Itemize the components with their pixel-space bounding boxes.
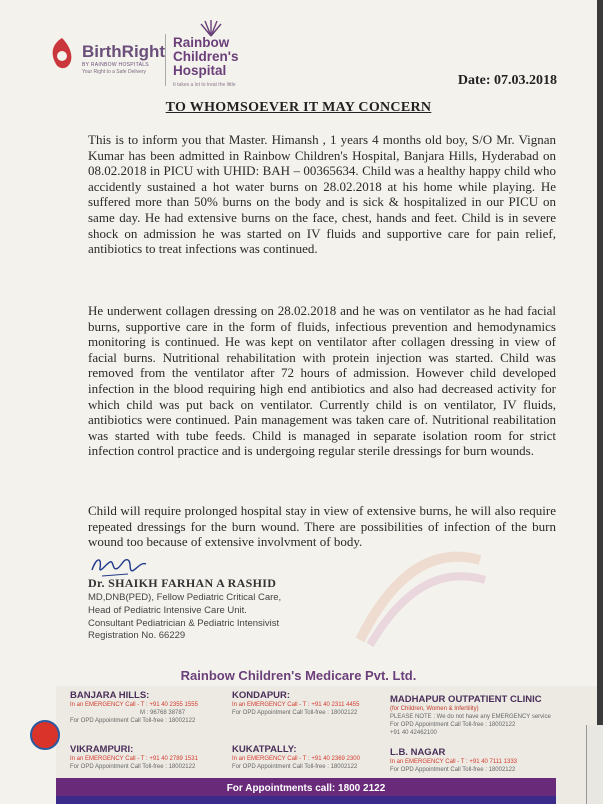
doctor-registration: Registration No. 66229 — [88, 630, 186, 641]
page-edge-shadow — [597, 0, 603, 804]
birthright-name: BirthRight — [82, 42, 166, 61]
birthright-logo — [38, 26, 166, 90]
doctor-credential: Head of Pediatric Intensive Care Unit. — [88, 605, 247, 616]
branch-emergency: In an EMERGENCY Call - T : +91 40 2789 1531 — [70, 756, 198, 762]
seal-icon — [30, 720, 60, 750]
page-edge-underlay — [586, 725, 603, 804]
branch-title: KUKATPALLY: — [232, 744, 297, 755]
branch-phone: +91 40 42462100 — [390, 730, 437, 736]
paragraph-prognosis: Child will require prolonged hospital stay in view of extensive burns, he will also require repeated dressings for the burn wound. There are possibilities of infection of the burn wound too because of extensive involvment of body. — [88, 503, 556, 550]
doctor-credential: Consultant Pediatrician & Pediatric Intensivist — [88, 618, 280, 629]
branch-lb-nagar — [390, 747, 517, 774]
appointments-text: For Appointments call: 1800 2122 — [226, 783, 386, 794]
branch-mobile: M : 96768 38787 — [140, 710, 186, 716]
branch-title: L.B. NAGAR — [390, 747, 446, 758]
letter-heading: TO WHOMSOEVER IT MAY CONCERN — [165, 100, 432, 115]
branch-kondapur — [232, 690, 359, 717]
rainbow-name-line1: Rainbow — [173, 35, 230, 50]
birthright-mark-icon — [48, 36, 76, 72]
branch-title: MADHAPUR OUTPATIENT CLINIC — [390, 694, 542, 705]
branch-title: BANJARA HILLS: — [70, 690, 150, 701]
birthright-sub: BY RAINBOW HOSPITALS — [82, 62, 149, 68]
branch-madhapur — [390, 694, 551, 737]
branch-opd: For OPD Appointment Call Toll-free : 18002122 — [70, 764, 196, 770]
branch-emergency: In an EMERGENCY Call - T : +91 40 2311 4455 — [232, 702, 360, 708]
birthright-tag: Your Right to a Safe Delivery — [82, 69, 147, 75]
rainbow-hospital-name — [173, 36, 263, 78]
doctor-credential: MD,DNB(PED), Fellow Pediatric Critical Care, — [88, 592, 282, 603]
appointments-bar — [56, 778, 556, 796]
footer-bottom-strip — [56, 796, 556, 804]
branch-title: KONDAPUR: — [232, 690, 291, 701]
doctor-name: Dr. SHAIKH FARHAN A RASHID — [88, 576, 277, 590]
rainbow-tagline: It takes a lot to treat the little — [173, 82, 236, 88]
branch-opd: For OPD Appointment Call Toll-free : 18002122 — [232, 764, 358, 770]
company-name: Rainbow Children's Medicare Pvt. Ltd. — [180, 668, 417, 683]
branch-emergency: In an EMERGENCY Call - T : +91 40 2355 1555 — [70, 702, 198, 708]
paragraph-treatment: He underwent collagen dressing on 28.02.2018 and he was on ventilator as he had facial burns, supportive care in the form of fluids, infectious prevention and hemodynamics monitoring is continued. He was kept on ventilator after collagen dressing in view of facial burns. Nutritional rehabilitation with protein injection was started. Child was removed from the ventilator after 72 hours of admission. However child developed infection in the blood requiring high end antibiotics and also had decreased activity for which child was put back on ventilator. Currently child is on ventilator, IV fluids, antibiotics were continued. Pain management was taken care of. Nutritional reabilitation was started with tube feeds. Child is managed in separate isolation room for strict infection control practice and is undergoing regular sterile dressings for burn wounds. — [88, 303, 556, 459]
logo-divider — [165, 34, 166, 86]
branch-opd: For OPD Appointment Call Toll-free : 18002122 — [70, 718, 196, 724]
branch-banjara-hills — [70, 690, 198, 725]
branch-kukatpally — [232, 744, 360, 771]
branch-vikrampuri — [70, 744, 198, 771]
branch-opd: For OPD Appointment Call Toll-free : 18002122 — [390, 722, 516, 728]
branch-opd: For OPD Appointment Call Toll-free : 18002122 — [232, 710, 358, 716]
branch-opd: For OPD Appointment Call Toll-free : 18002122 — [390, 767, 516, 773]
rainbow-name-line3: Hospital — [173, 63, 227, 78]
branch-note: (for Children, Women & Infertility) — [390, 706, 479, 712]
rainbow-name-line2: Children's — [173, 49, 239, 64]
branch-emergency: In an EMERGENCY Call - T : +91 40 7111 1333 — [390, 759, 518, 765]
letter-date: Date: 07.03.2018 — [457, 73, 557, 88]
branch-title: VIKRAMPURI: — [70, 744, 134, 755]
branch-emergency: In an EMERGENCY Call - T : +91 40 2369 2300 — [232, 756, 360, 762]
branch-warning: PLEASE NOTE : We do not have any EMERGENCY service — [390, 714, 551, 720]
paragraph-admission: This is to inform you that Master. Himansh , 1 years 4 months old boy, S/O Mr. Vignan Kumar has been admitted in Rainbow Children's Hospital, Banjara Hills, Hyderabad on 08.02.2018 in PICU with UHID: BAH – 00365634. Child was a healthy happy child who accidently sustained a hot water burns on 28.02.2018 at his home while playing. He suffered more than 50% burns on the body and is sick & hospitalized in our PICU on same day. He had extensive burns on the face, chest, hands and feet. Child is in severe shock on admission he was started on IV fluids and supportive care for pain relief, antibiotics to treat infections was continued. — [88, 132, 556, 257]
